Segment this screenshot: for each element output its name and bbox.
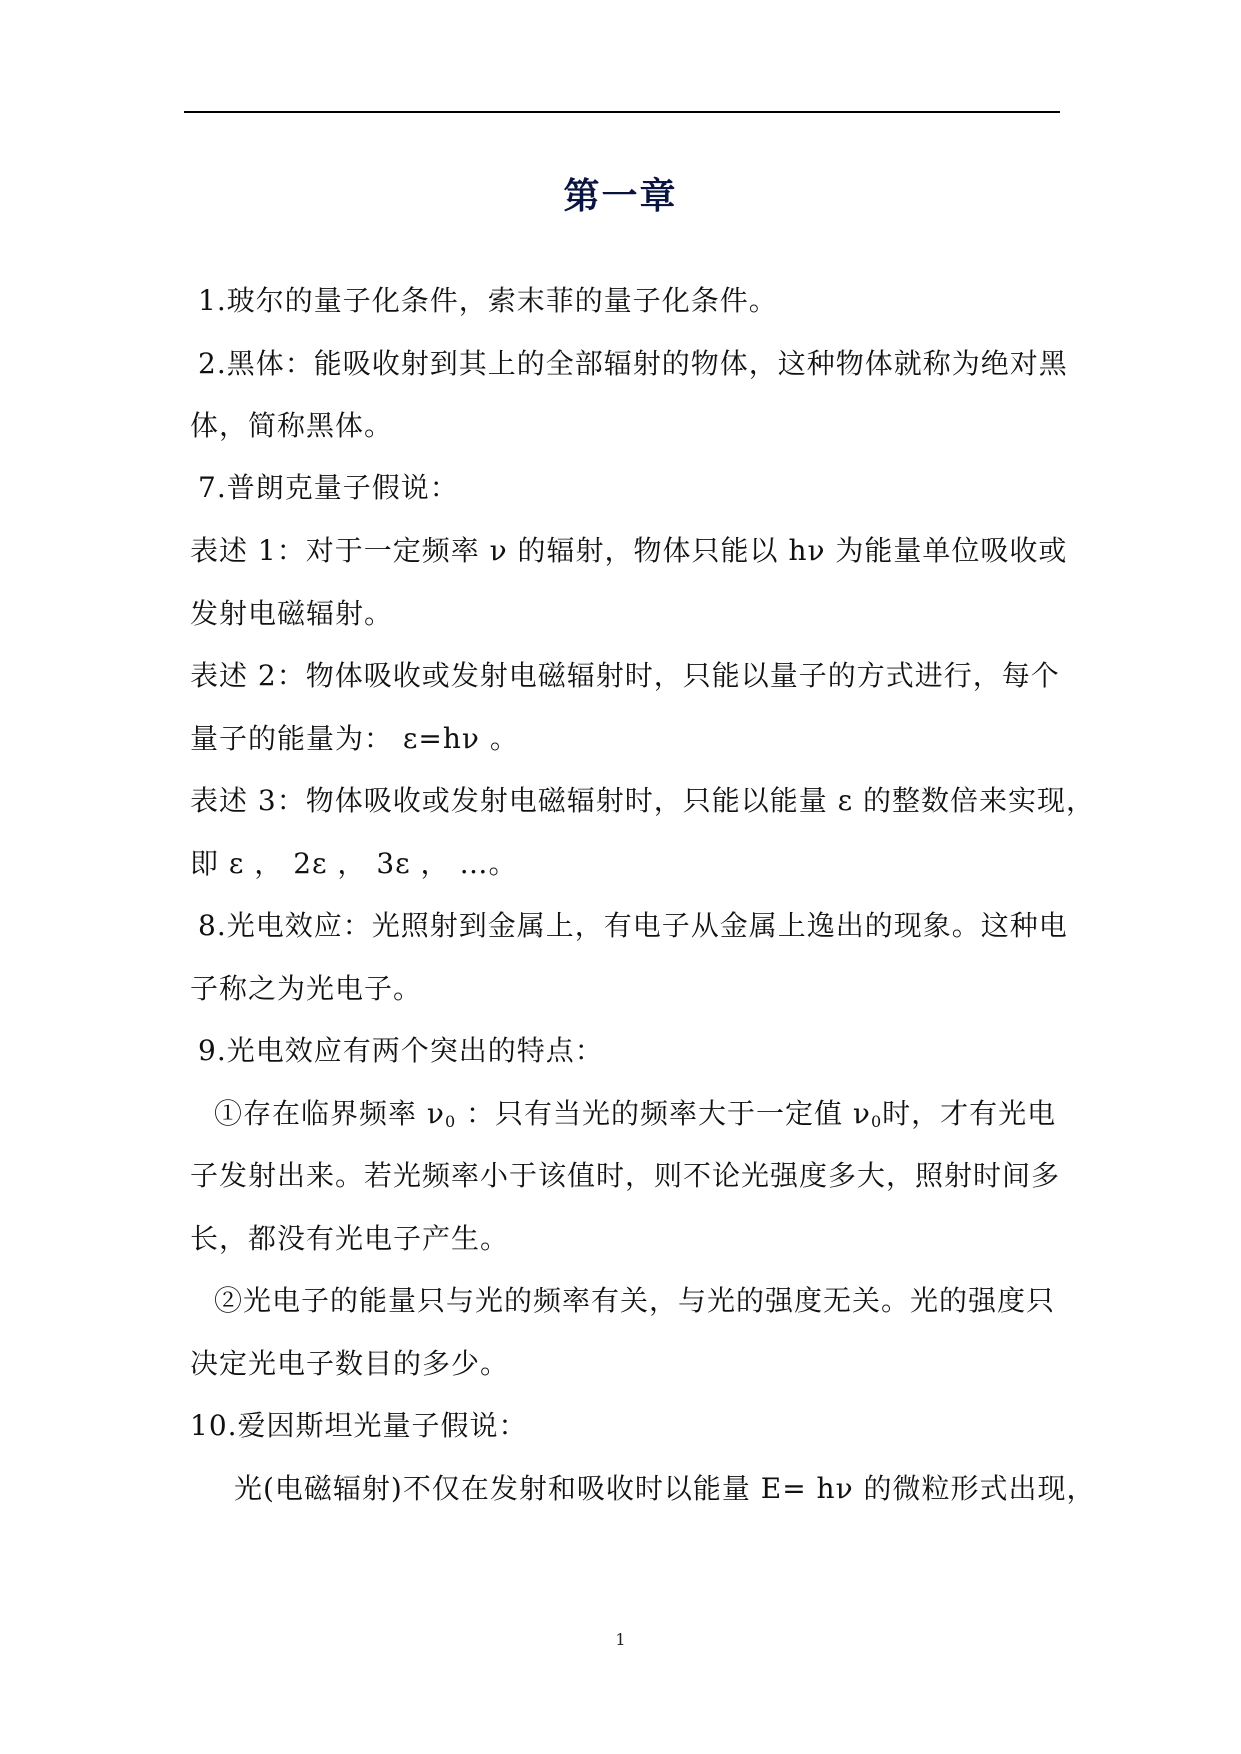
text-line: ②光电子的能量只与光的频率有关，与光的强度无关。光的强度只 — [214, 1284, 1056, 1317]
subscript: 0 — [870, 1112, 883, 1131]
text-segment: ①存在临界频率 ν — [214, 1097, 445, 1130]
chapter-title: 第一章 — [563, 176, 678, 217]
text-line: 发射电磁辐射。 — [190, 597, 394, 630]
text-line: 体，简称黑体。 — [190, 409, 394, 442]
text-line: 决定光电子数目的多少。 — [190, 1347, 510, 1380]
subscript: 0 — [444, 1112, 457, 1131]
text-line: 子称之为光电子。 — [190, 972, 423, 1005]
text-line: 2.黑体：能吸收射到其上的全部辐射的物体，这种物体就称为绝对黑 — [198, 347, 1068, 380]
text-line: 表述 1：对于一定频率 ν 的辐射，物体只能以 hν 为能量单位吸收或 — [190, 534, 1068, 567]
text-line: 9.光电效应有两个突出的特点： — [198, 1034, 604, 1067]
text-segment: ：只有当光的频率大于一定值 ν — [456, 1097, 871, 1130]
text-line-with-subscript — [214, 1094, 1084, 1134]
text-line: 7.普朗克量子假说： — [198, 471, 459, 504]
text-segment: 时，才有光电 — [882, 1097, 1057, 1130]
text-line: 10.爱因斯坦光量子假说： — [190, 1409, 528, 1442]
text-line: 长，都没有光电子产生。 — [190, 1222, 510, 1255]
text-line: 8.光电效应：光照射到金属上，有电子从金属上逸出的现象。这种电 — [198, 909, 1068, 942]
text-line: 表述 2：物体吸收或发射电磁辐射时，只能以量子的方式进行，每个 — [190, 659, 1060, 692]
text-line: 量子的能量为： ε=hν 。 — [190, 722, 519, 755]
text-line: 光(电磁辐射)不仅在发射和吸收时以能量 E= hν 的微粒形式出现， — [234, 1472, 1096, 1505]
text-line: 1.玻尔的量子化条件，索末菲的量子化条件。 — [198, 284, 778, 317]
page-number: 1 — [615, 1630, 626, 1649]
text-line: 即 ε ， 2ε ， 3ε ， …。 — [190, 847, 518, 880]
text-line: 子发射出来。若光频率小于该值时，则不论光强度多大，照射时间多 — [190, 1159, 1061, 1192]
header-rule — [184, 111, 1060, 113]
text-line: 表述 3：物体吸收或发射电磁辐射时，只能以能量 ε 的整数倍来实现， — [190, 784, 1096, 817]
